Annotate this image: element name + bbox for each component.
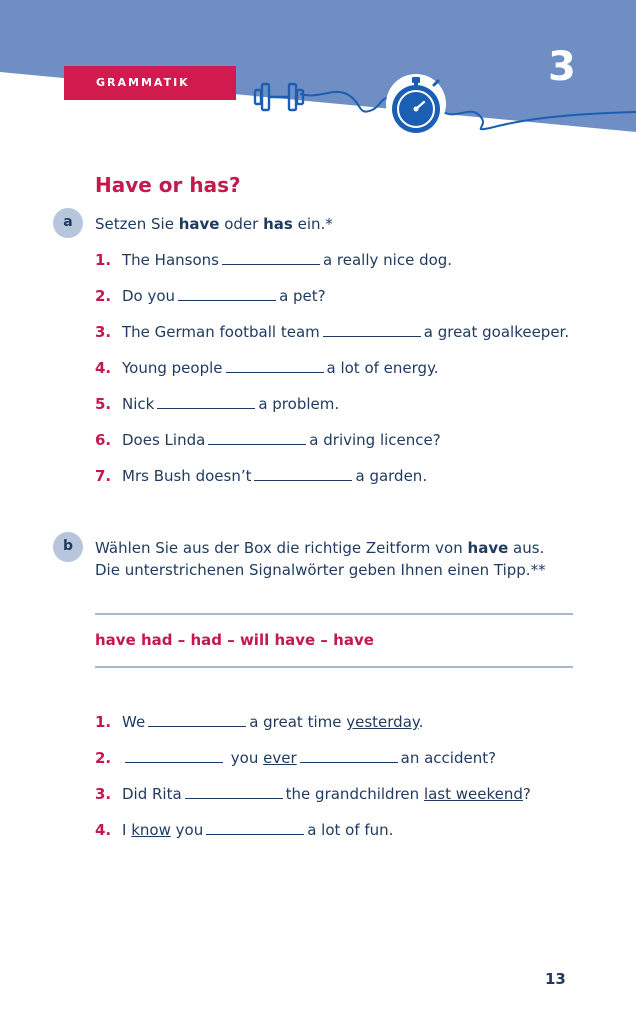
answer-blank[interactable] <box>323 323 421 337</box>
stopwatch-icon <box>390 73 444 135</box>
exercise-a-item: 5. Nick a problem. <box>95 395 340 413</box>
signal-word: yesterday <box>346 713 419 731</box>
answer-blank[interactable] <box>148 713 246 727</box>
exercise-b-item: 3. Did Rita the grandchildren last weekend? <box>95 785 531 803</box>
answer-blank[interactable] <box>226 359 324 373</box>
word-box-bottom-rule <box>95 666 573 668</box>
part-b-instruction: Wählen Sie aus der Box die richtige Zeitform von have aus. Die unterstrichenen Signalwörter geben Ihnen einen Tipp.** <box>95 539 546 579</box>
chapter-number: 3 <box>548 44 576 90</box>
answer-blank[interactable] <box>178 287 276 301</box>
dumbbell-icon <box>253 80 305 114</box>
answer-blank[interactable] <box>208 431 306 445</box>
exercise-b-item: 4. I know you a lot of fun. <box>95 821 394 839</box>
word-box-top-rule <box>95 613 573 615</box>
section-tag: GRAMMATIK <box>64 66 236 100</box>
exercise-b-item: 2. you ever an accident? <box>95 749 497 767</box>
page-number: 13 <box>545 970 566 988</box>
exercise-a-item: 3. The German football team a great goalkeeper. <box>95 323 570 341</box>
answer-blank[interactable] <box>254 467 352 481</box>
signal-word: last weekend <box>423 785 523 803</box>
exercise-a-item: 2. Do you a pet? <box>95 287 326 305</box>
exercise-a-item: 6. Does Linda a driving licence? <box>95 431 441 449</box>
exercise-a-item: 7. Mrs Bush doesn’t a garden. <box>95 467 428 485</box>
exercise-b-item: 1. We a great time yesterday. <box>95 713 424 731</box>
exercise-title: Have or has? <box>95 173 241 197</box>
answer-blank[interactable] <box>206 821 304 835</box>
part-a-instruction: Setzen Sie have oder has ein.* <box>95 215 333 233</box>
exercise-a-item: 1. The Hansons a really nice dog. <box>95 251 453 269</box>
part-b-badge: b <box>53 532 83 562</box>
word-box: have had – had – will have – have <box>95 631 374 649</box>
answer-blank[interactable] <box>222 251 320 265</box>
signal-word: know <box>131 821 171 839</box>
answer-blank[interactable] <box>125 749 223 763</box>
answer-blank[interactable] <box>157 395 255 409</box>
answer-blank[interactable] <box>300 749 398 763</box>
answer-blank[interactable] <box>185 785 283 799</box>
exercise-a-item: 4. Young people a lot of energy. <box>95 359 439 377</box>
part-a-badge: a <box>53 208 83 238</box>
signal-word: ever <box>263 749 297 767</box>
